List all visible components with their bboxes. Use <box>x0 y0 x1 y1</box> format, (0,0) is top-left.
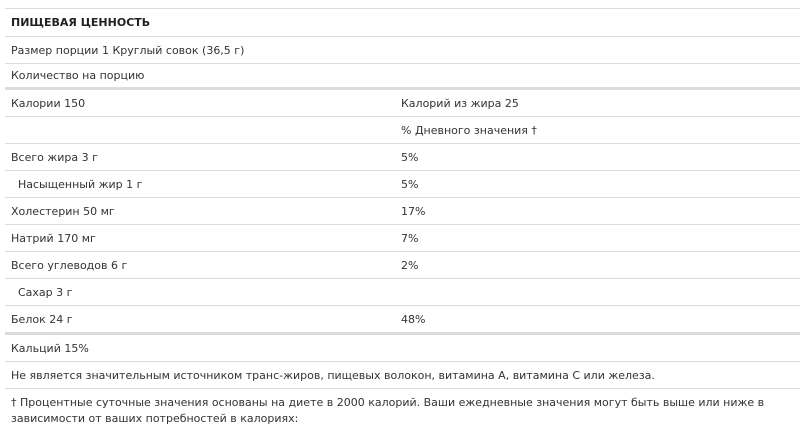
nutrient-name: Сахар 3 г <box>18 285 73 299</box>
nutrition-title: ПИЩЕВАЯ ЦЕННОСТЬ <box>11 16 151 29</box>
nutrition-facts-table <box>5 0 800 433</box>
nutrient-dv: 2% <box>401 258 419 272</box>
nutrient-row <box>5 252 800 279</box>
nutrient-dv: 5% <box>401 150 419 164</box>
calcium-value: Кальций 15% <box>11 341 89 355</box>
calcium-row <box>5 335 800 362</box>
not-significant-row <box>5 362 800 389</box>
footnote-row <box>5 389 800 433</box>
nutrient-row <box>5 225 800 252</box>
nutrient-dv: 7% <box>401 231 419 245</box>
nutrient-name: Всего жира 3 г <box>11 150 98 164</box>
nutrient-row <box>5 306 800 335</box>
nutrient-name: Натрий 170 мг <box>11 231 96 245</box>
nutrient-dv: 17% <box>401 204 426 218</box>
daily-value-header: % Дневного значения † <box>401 123 537 137</box>
not-significant-note: Не является значительным источником транс-жиров, пищевых волокон, витамина А, витамина С или железа. <box>11 368 655 382</box>
nutrient-row <box>5 198 800 225</box>
daily-value-header-row <box>5 117 800 144</box>
nutrient-name: Всего углеводов 6 г <box>11 258 128 272</box>
title-row <box>5 8 800 37</box>
nutrient-name: Насыщенный жир 1 г <box>18 177 143 191</box>
nutrient-dv: 5% <box>401 177 419 191</box>
footnote-text: † Процентные суточные значения основаны на диете в 2000 калорий. Ваши ежедневные значения могут быть выше или ниже в зависимости от ваших потребностей в калориях: <box>11 396 765 425</box>
serving-row <box>5 37 800 64</box>
nutrient-name: Холестерин 50 мг <box>11 204 115 218</box>
nutrient-name: Белок 24 г <box>11 312 73 326</box>
amount-row <box>5 64 800 90</box>
calories-from-fat: Калорий из жира 25 <box>401 96 519 110</box>
nutrient-row <box>5 144 800 171</box>
serving-size: Размер порции 1 Круглый совок (36,5 г) <box>11 43 245 57</box>
nutrient-dv: 48% <box>401 312 426 326</box>
calories-label: Калории 150 <box>11 96 86 110</box>
amount-per-serving: Количество на порцию <box>11 69 145 82</box>
nutrient-row <box>5 279 800 306</box>
calories-row <box>5 90 800 117</box>
nutrient-row <box>5 171 800 198</box>
